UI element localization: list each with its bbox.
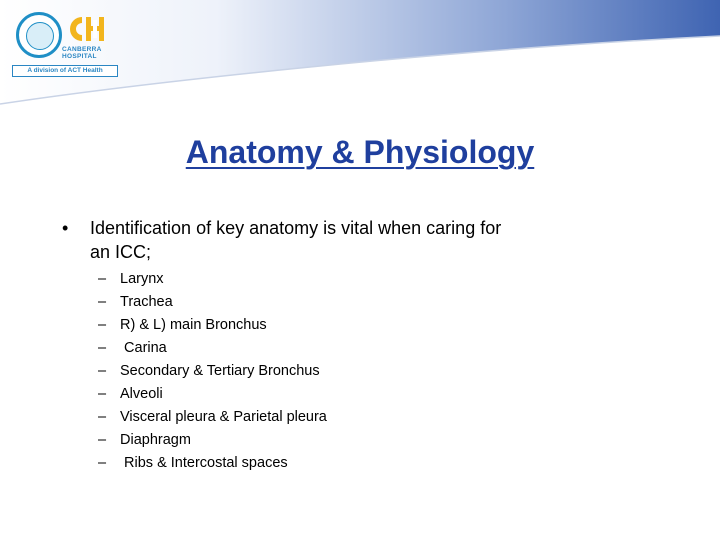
sub-bullet-item (62, 268, 562, 291)
sub-bullet-text: Ribs & Intercostal spaces (120, 455, 288, 471)
sub-bullet-item (62, 360, 562, 383)
sub-bullet-text: Alveoli (120, 386, 163, 402)
slide-title: Anatomy & Physiology (185, 134, 535, 170)
sub-bullet-text: Visceral pleura & Parietal pleura (120, 409, 327, 425)
bullet-text-line1: Identification of key anatomy is vital when caring for (90, 218, 502, 238)
main-bullet (62, 216, 562, 264)
hospital-name (62, 46, 122, 60)
sub-bullet-text: Carina (120, 340, 167, 356)
hospital-name-line2: HOSPITAL (62, 53, 97, 60)
sub-bullet-list (62, 268, 562, 475)
bullet-text-line2: an ICC; (90, 242, 152, 262)
sub-bullet-item (62, 314, 562, 337)
sub-bullet-item (62, 406, 562, 429)
sub-bullet-item (62, 337, 562, 360)
division-label: A division of ACT Health (12, 65, 118, 77)
sub-bullet-item (62, 429, 562, 452)
sub-bullet-marker: – (98, 363, 107, 379)
ch-mark-icon (66, 14, 110, 44)
sub-bullet-marker: – (98, 317, 107, 333)
sub-bullet-marker: – (98, 455, 107, 471)
hospital-name-line1: CANBERRA (62, 46, 102, 53)
sub-bullet-marker: – (98, 409, 107, 425)
sub-bullet-marker: – (98, 294, 107, 310)
sub-bullet-marker: – (98, 271, 107, 287)
canberra-hospital-logo (12, 6, 112, 76)
sub-bullet-marker: – (98, 340, 107, 356)
sub-bullet-marker: – (98, 432, 107, 448)
sub-bullet-text: R) & L) main Bronchus (120, 317, 267, 333)
sub-bullet-text: Trachea (120, 294, 173, 310)
sub-bullet-text: Diaphragm (120, 432, 191, 448)
act-seal-icon (16, 12, 62, 58)
bullet-body (62, 216, 562, 475)
sub-bullet-marker: – (98, 386, 107, 402)
sub-bullet-item (62, 452, 562, 475)
sub-bullet-item (62, 383, 562, 406)
sub-bullet-item (62, 291, 562, 314)
sub-bullet-text: Secondary & Tertiary Bronchus (120, 363, 320, 379)
bullet-marker: • (62, 218, 69, 238)
sub-bullet-text: Larynx (120, 271, 164, 287)
